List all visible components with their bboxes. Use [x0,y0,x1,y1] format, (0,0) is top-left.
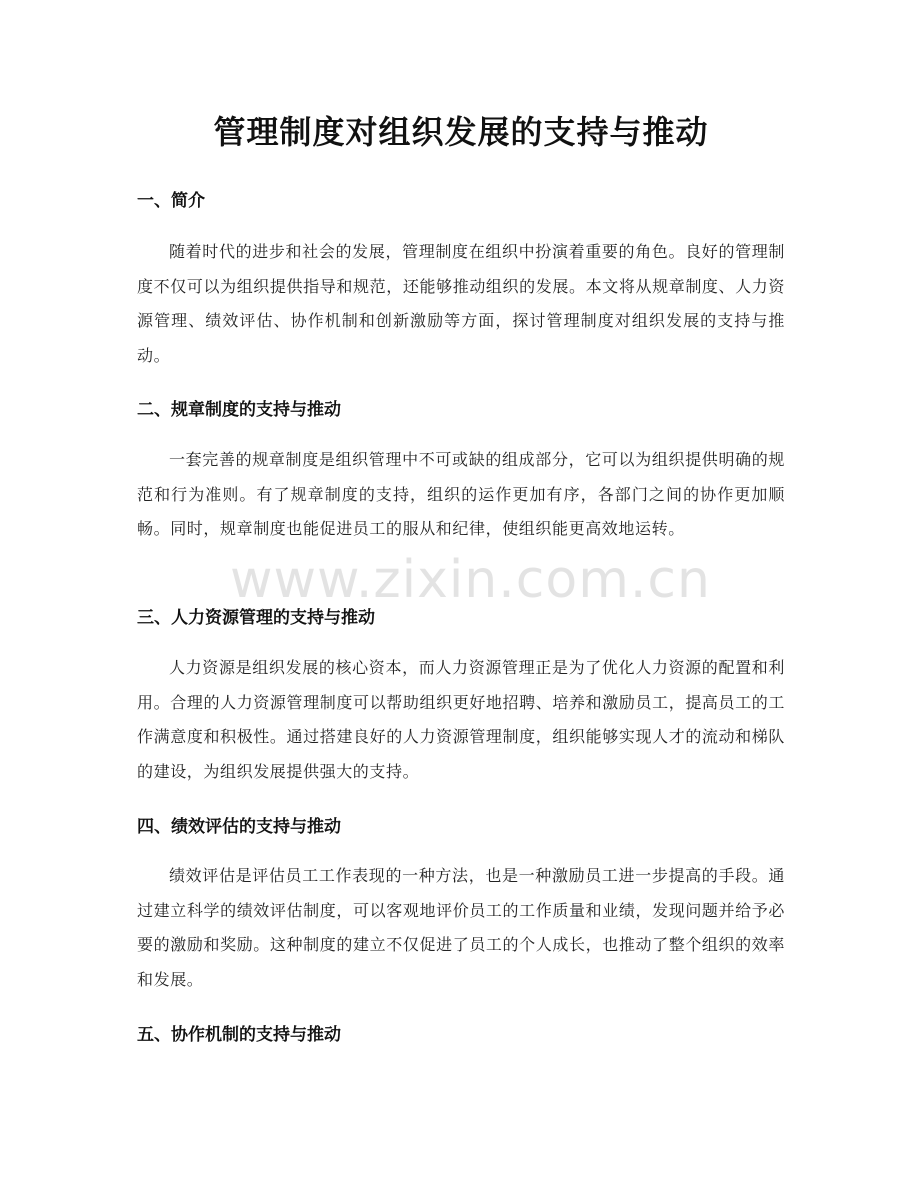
section-heading-performance: 四、绩效评估的支持与推动 [137,817,341,837]
document-title: 管理制度对组织发展的支持与推动 [213,113,709,151]
section-heading-intro: 一、简介 [137,191,205,211]
section-heading-hr: 三、人力资源管理的支持与推动 [137,608,375,628]
section-paragraph-hr: 人力资源是组织发展的核心资本，而人力资源管理正是为了优化人力资源的配置和利用。合理的人力资源管理制度可以帮助组织更好地招聘、培养和激励员工，提高员工的工作满意度和积极性。通过搭建良好的人力资源管理制度，组织能够实现人才的流动和梯队的建设，为组织发展提供强大的支持。 [137,658,785,781]
section-paragraph-performance: 绩效评估是评估员工工作表现的一种方法，也是一种激励员工进一步提高的手段。通过建立科学的绩效评估制度，可以客观地评价员工的工作质量和业绩，发现问题并给予必要的激励和奖励。这种制度的建立不仅促进了员工的个人成长，也推动了整个组织的效率和发展。 [137,866,785,989]
watermark: www.zixin.com.cn [230,550,711,610]
section-paragraph-intro: 随着时代的进步和社会的发展，管理制度在组织中扮演着重要的角色。良好的管理制度不仅可以为组织提供指导和规范，还能够推动组织的发展。本文将从规章制度、人力资源管理、绩效评估、协作机制和创新激励等方面，探讨管理制度对组织发展的支持与推动。 [137,242,785,365]
section-paragraph-rules: 一套完善的规章制度是组织管理中不可或缺的组成部分，它可以为组织提供明确的规范和行为准则。有了规章制度的支持，组织的运作更加有序，各部门之间的协作更加顺畅。同时，规章制度也能促进员工的服从和纪律，使组织能更高效地运转。 [137,450,785,538]
section-heading-rules: 二、规章制度的支持与推动 [137,400,341,420]
section-heading-collaboration: 五、协作机制的支持与推动 [137,1025,341,1045]
